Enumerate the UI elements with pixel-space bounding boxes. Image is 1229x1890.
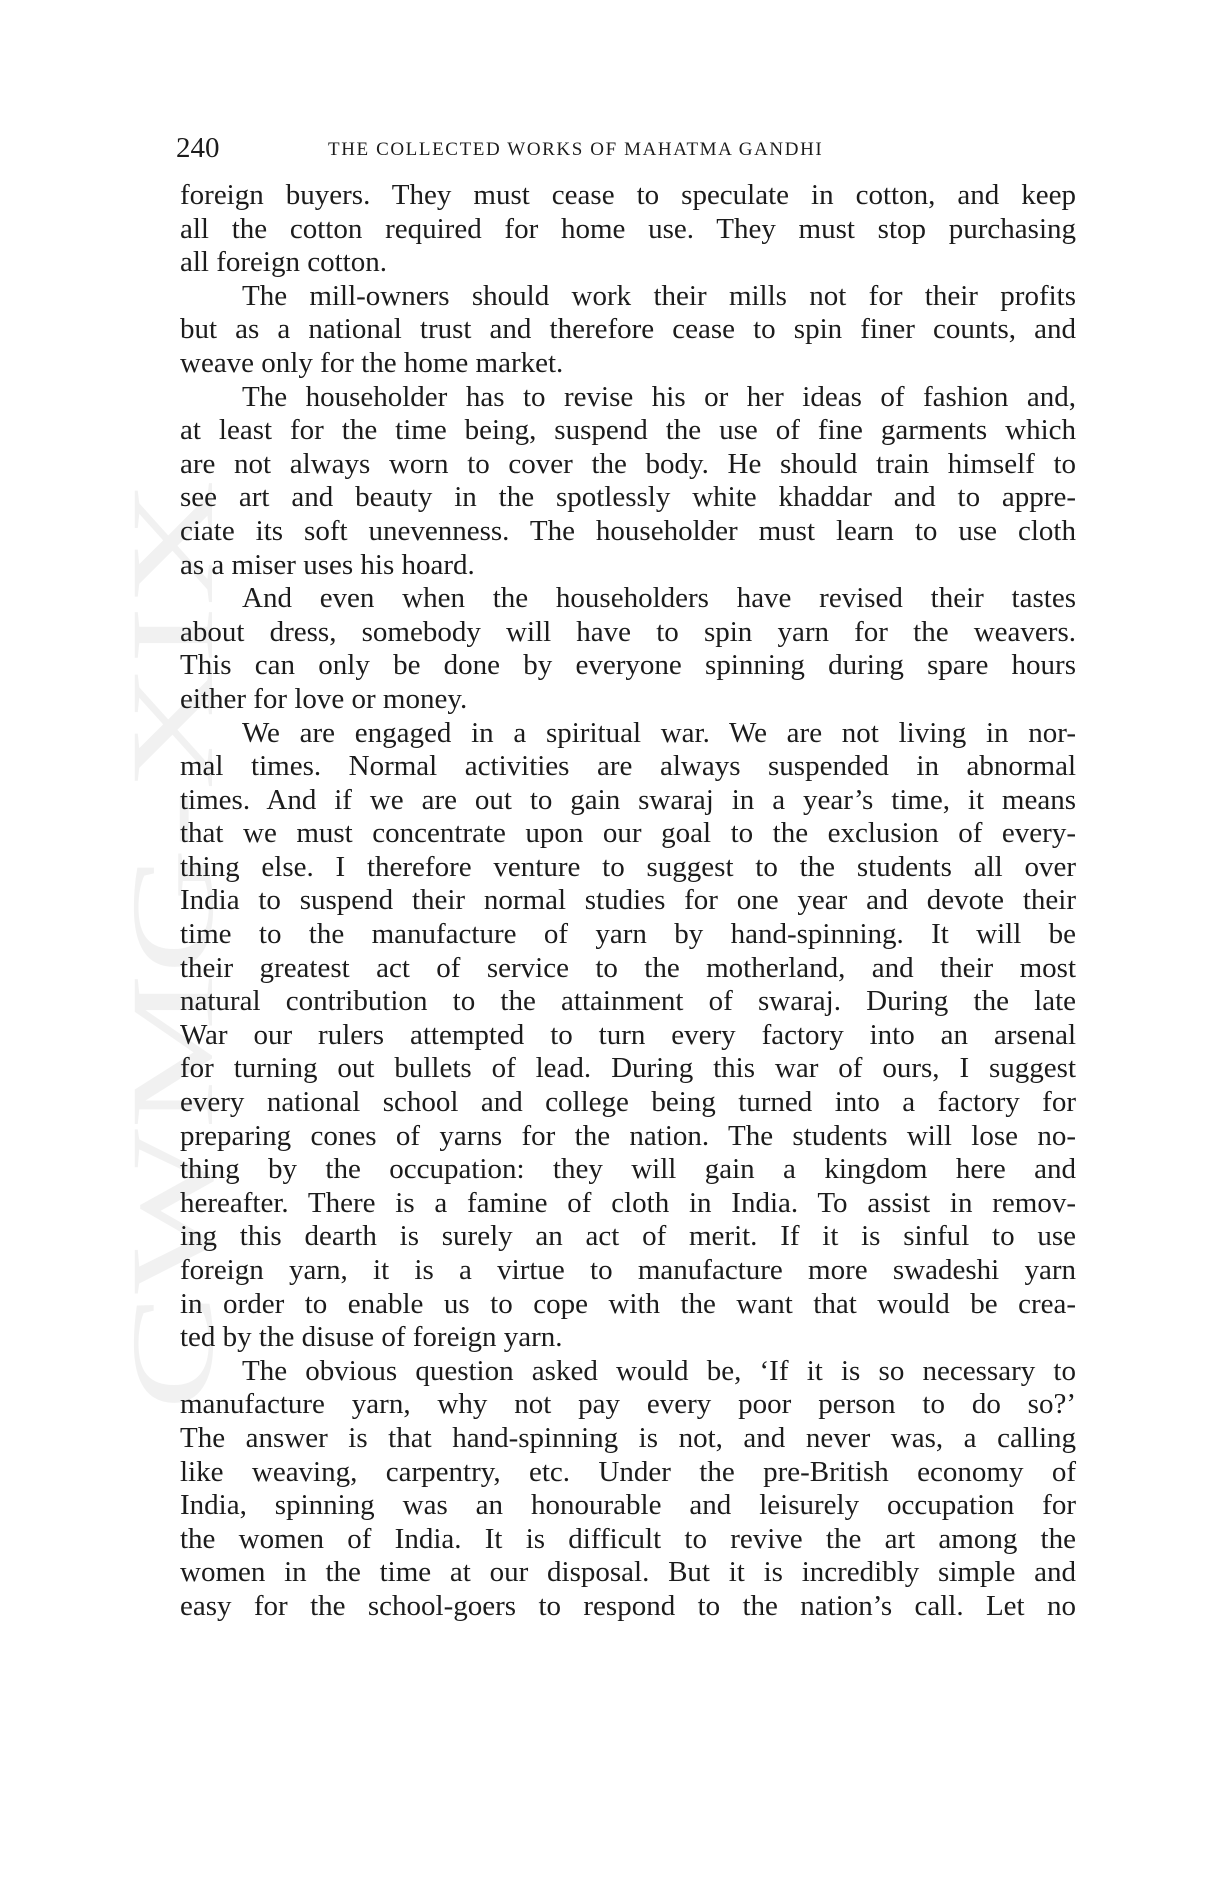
text-line: The mill-owners should work their mills not for their profits: [242, 279, 1076, 312]
text-line: natural contribution to the attainment of swaraj. During the late: [180, 985, 1076, 1018]
running-title: THE COLLECTED WORKS OF MAHATMA GANDHI: [328, 139, 824, 160]
text-line: time to the manufacture of yarn by hand-spinning. It will be: [180, 918, 1076, 951]
text-line: times. And if we are out to gain swaraj in a year’s time, it means: [180, 783, 1076, 816]
text-line: are not always worn to cover the body. He should train himself to: [180, 447, 1076, 480]
text-line: every national school and college being turned into a factory for: [180, 1086, 1076, 1119]
body-text: [180, 179, 1076, 1624]
text-line: preparing cones of yarns for the nation. The students will lose no-: [180, 1119, 1076, 1152]
text-line: either for love or money.: [180, 682, 468, 715]
text-line: as a miser uses his hoard.: [180, 548, 475, 581]
text-line: manufacture yarn, why not pay every poor person to do so?’: [180, 1388, 1076, 1421]
text-line: The obvious question asked would be, ‘If it is so necessary to: [242, 1354, 1076, 1387]
watermark-text: CWMG-XIX: [120, 780, 238, 1410]
text-line: all the cotton required for home use. They must stop purchasing: [180, 212, 1076, 245]
text-line: women in the time at our disposal. But it is incredibly simple and: [180, 1556, 1076, 1589]
text-line: foreign yarn, it is a virtue to manufacture more swadeshi yarn: [180, 1254, 1076, 1286]
text-line: We are engaged in a spiritual war. We are not living in nor-: [242, 716, 1076, 749]
text-line: foreign buyers. They must cease to speculate in cotton, and keep: [180, 179, 1076, 211]
running-head: [176, 128, 1076, 168]
text-line: India to suspend their normal studies for one year and devote their: [180, 884, 1076, 917]
text-line: see art and beauty in the spotlessly white khaddar and to appre-: [180, 481, 1076, 514]
text-line: ing this dearth is surely an act of merit. If it is sinful to use: [180, 1220, 1076, 1253]
text-line: thing else. I therefore venture to suggest to the students all over: [180, 850, 1076, 883]
text-line: This can only be done by everyone spinning during spare hours: [180, 649, 1076, 682]
text-line: India, spinning was an honourable and leisurely occupation for: [180, 1489, 1076, 1522]
text-line: ted by the disuse of foreign yarn.: [180, 1321, 563, 1354]
text-line: like weaving, carpentry, etc. Under the pre-British economy of: [180, 1455, 1076, 1488]
page-number: 240: [176, 132, 220, 164]
text-line: weave only for the home market.: [180, 346, 564, 379]
text-line: in order to enable us to cope with the want that would be crea-: [180, 1287, 1076, 1320]
text-line: thing by the occupation: they will gain a kingdom here and: [180, 1153, 1076, 1186]
text-line: for turning out bullets of lead. During this war of ours, I suggest: [180, 1052, 1076, 1085]
text-line: that we must concentrate upon our goal to the exclusion of every-: [180, 817, 1076, 850]
text-line: at least for the time being, suspend the use of fine garments which: [180, 414, 1076, 447]
text-line: their greatest act of service to the motherland, and their most: [180, 951, 1076, 984]
text-line: ciate its soft unevenness. The householder must learn to use cloth: [180, 514, 1076, 547]
text-line: but as a national trust and therefore cease to spin finer counts, and: [180, 313, 1076, 346]
text-line: hereafter. There is a famine of cloth in India. To assist in remov-: [180, 1186, 1076, 1219]
text-line: mal times. Normal activities are always suspended in abnormal: [180, 750, 1076, 783]
text-line: about dress, somebody will have to spin yarn for the weavers.: [180, 615, 1076, 648]
text-line: The answer is that hand-spinning is not, and never was, a calling: [180, 1421, 1076, 1454]
text-line: easy for the school-goers to respond to the nation’s call. Let no: [180, 1589, 1076, 1622]
text-line: And even when the householders have revised their tastes: [242, 582, 1076, 615]
text-line: the women of India. It is difficult to revive the art among the: [180, 1522, 1076, 1555]
text-line: The householder has to revise his or her ideas of fashion and,: [242, 380, 1076, 413]
text-line: all foreign cotton.: [180, 246, 387, 279]
text-line: War our rulers attempted to turn every factory into an arsenal: [180, 1018, 1076, 1051]
